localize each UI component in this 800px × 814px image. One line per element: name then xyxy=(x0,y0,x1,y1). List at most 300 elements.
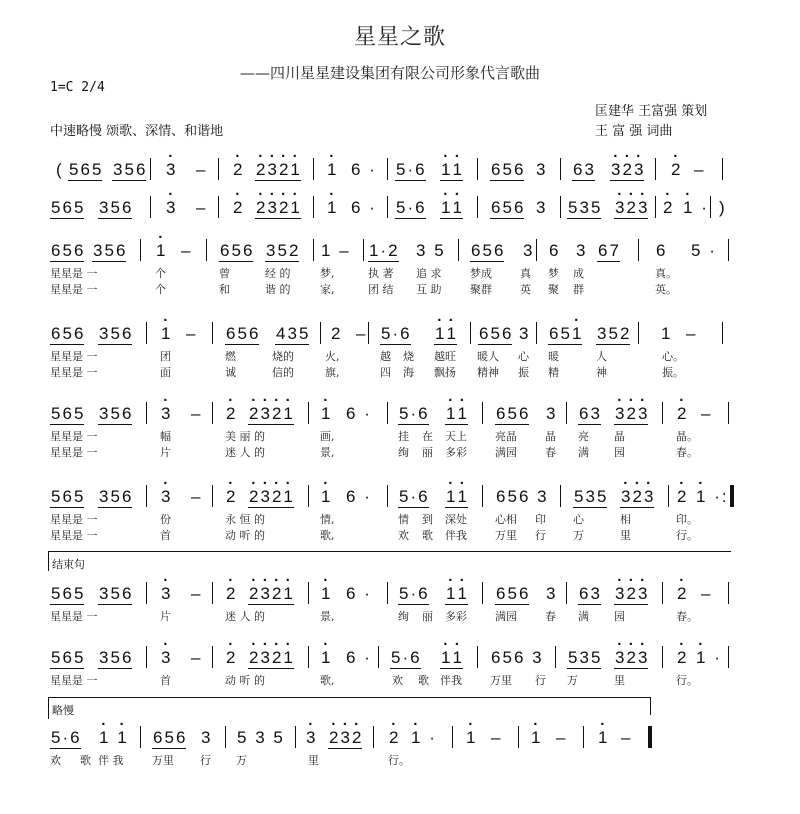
note-group: 2 xyxy=(331,324,341,343)
note-group: 6 7 xyxy=(598,241,619,260)
lyric-syllable: 团 xyxy=(160,350,171,363)
note-group: · 1 xyxy=(530,728,541,748)
note-group: · 1 xyxy=(326,160,337,180)
barline xyxy=(308,485,309,507)
lyric-syllable: 首 xyxy=(160,674,171,687)
note-group: – xyxy=(196,160,206,179)
barline xyxy=(218,158,219,180)
lyric-syllable: 行 xyxy=(535,529,546,542)
note-group: 5 3 5 xyxy=(568,648,601,667)
barline xyxy=(308,646,309,668)
barline xyxy=(150,196,151,218)
barline xyxy=(458,239,459,261)
note-group: – xyxy=(191,404,201,423)
note-group: · 2 xyxy=(670,160,681,180)
note-group: · 2 xyxy=(225,584,236,604)
barline xyxy=(313,196,314,218)
barline xyxy=(308,402,309,424)
note-group: 6 · xyxy=(346,487,370,506)
lyric-syllable: 亮 xyxy=(578,430,589,443)
lyric-syllable: 满 xyxy=(578,610,589,623)
lyric-syllable: 梦, xyxy=(320,267,335,280)
lyric-syllable: 曾 xyxy=(219,267,230,280)
barline xyxy=(655,196,656,218)
lyric-syllable: 里 xyxy=(620,529,631,542)
note-group: 3 5 6 xyxy=(99,404,132,423)
note-group: 3 xyxy=(536,160,546,179)
note-group: 3 5 6 xyxy=(113,160,146,179)
barline xyxy=(536,239,537,261)
lyric-syllable: 真。 xyxy=(655,267,677,280)
note-group: 6 5 6 xyxy=(226,324,259,343)
lyric-syllable: 片 xyxy=(160,446,171,459)
barline xyxy=(313,239,314,261)
lyric-syllable: 万 xyxy=(567,674,578,687)
barline xyxy=(150,158,151,180)
note-group: 5 · 6 xyxy=(399,584,428,603)
note-group: · 1 · 1 xyxy=(445,487,468,508)
lyric-syllable: 面 xyxy=(160,366,171,379)
lyric-syllable: 春。 xyxy=(676,446,698,459)
lyric-syllable: 份 xyxy=(160,513,171,526)
note-group: · 3 xyxy=(160,487,171,507)
lyric-syllable: 英。 xyxy=(655,283,677,296)
note-group: 5 3 5 xyxy=(237,728,283,747)
note-group: 3 xyxy=(546,404,556,423)
lyric-syllable: 越旺 xyxy=(434,350,456,363)
lyric-syllable: 绚 xyxy=(398,610,409,623)
barline xyxy=(313,158,314,180)
lyric-syllable: 个 xyxy=(155,267,166,280)
lyric-syllable: 万 xyxy=(573,529,584,542)
lyric-syllable: 首 xyxy=(160,529,171,542)
note-group: 6 xyxy=(549,241,559,260)
lyric-syllable: 振 xyxy=(518,366,529,379)
lyric-syllable: 星星是 一 xyxy=(50,446,98,459)
lyric-syllable: 星星是 一 xyxy=(50,610,98,623)
lyric-syllable: 印 xyxy=(535,513,546,526)
note-group: · 3 xyxy=(165,160,176,180)
note-group: – xyxy=(686,324,696,343)
note-group: 6 5 · 1 xyxy=(548,324,582,345)
barline xyxy=(477,196,478,218)
lyric-syllable: 信的 xyxy=(272,366,294,379)
lyric-syllable: 情, xyxy=(320,513,335,526)
lyric-syllable: 晶。 xyxy=(676,430,698,443)
barline xyxy=(140,726,141,748)
note-group: 6 5 6 xyxy=(51,324,84,343)
note-group: 6 xyxy=(656,241,666,260)
lyric-syllable: 烧 xyxy=(403,350,414,363)
note-group: 5 · 6 xyxy=(51,728,80,747)
barline xyxy=(295,726,296,748)
note-group: · 1 xyxy=(320,584,331,604)
note-group: · 1 xyxy=(326,198,337,218)
barline xyxy=(387,158,388,180)
note-group: 3 5 6 xyxy=(93,241,126,260)
note-group: · 1 xyxy=(320,648,331,668)
barline xyxy=(470,322,471,344)
note-group: 6 5 6 xyxy=(471,241,504,260)
lyric-syllable: 振。 xyxy=(662,366,684,379)
note-group: 6 5 6 3 xyxy=(496,487,547,506)
lyricist-credit: 王 富 强 词曲 xyxy=(595,124,673,139)
score-row xyxy=(0,487,800,547)
note-group: · 2 · 3 · 2 · 1 xyxy=(255,160,301,181)
note-group: · 2 xyxy=(676,404,687,424)
note-group: 3 5 6 xyxy=(99,487,132,506)
lyric-syllable: 星星是 一 xyxy=(50,513,98,526)
note-group: – xyxy=(701,404,711,423)
lyric-syllable: 星星是 一 xyxy=(50,350,98,363)
barline xyxy=(387,402,388,424)
lyric-syllable: 园 xyxy=(614,610,625,623)
note-group: · 3 · 2 · 3 xyxy=(614,648,648,669)
note-group: 6 5 6 3 xyxy=(491,648,542,667)
lyric-syllable: 行。 xyxy=(676,529,698,542)
note-group: 6 · xyxy=(346,584,370,603)
note-group: – xyxy=(191,487,201,506)
lyric-syllable: 情 xyxy=(398,513,409,526)
note-group: 5 6 5 xyxy=(51,487,84,506)
lyric-syllable: 聚群 xyxy=(470,283,492,296)
note-group: 3 xyxy=(576,241,586,260)
note-group: 6 3 xyxy=(579,404,600,423)
barline xyxy=(146,322,147,344)
lyric-syllable: 暖人 xyxy=(477,350,499,363)
lyric-syllable: 丽 xyxy=(422,610,433,623)
tempo-expression: 中速略慢 颂歌、深情、和谐地 xyxy=(50,124,224,139)
note-group: 5 · 6 xyxy=(391,648,420,667)
lyric-syllable: 丽 xyxy=(422,446,433,459)
lyric-syllable: 行 xyxy=(535,674,546,687)
note-group: 3 5 6 xyxy=(99,198,132,217)
lyric-syllable: 亮晶 xyxy=(495,430,517,443)
note-group: – xyxy=(556,728,566,747)
note-group: · 1 · xyxy=(410,728,436,748)
lyric-syllable: 片 xyxy=(160,610,171,623)
lyric-syllable: 歌 xyxy=(80,754,91,767)
ending-section-label: 结束句 xyxy=(52,558,85,571)
note-group: · 1 xyxy=(597,728,608,748)
note-group: 5 3 5 xyxy=(574,487,607,506)
barline xyxy=(477,646,478,668)
lyric-syllable: 万里 xyxy=(495,529,517,542)
barline xyxy=(518,726,519,748)
note-group: · 2 xyxy=(225,648,236,668)
lyric-syllable: 欢 xyxy=(50,754,61,767)
note-group: · 1 · 1 xyxy=(434,324,457,345)
note-group: · 2 xyxy=(676,584,687,604)
note-group: 3 xyxy=(523,241,533,260)
barline xyxy=(212,322,213,344)
lyric-syllable: 伴我 xyxy=(445,529,467,542)
lyric-syllable: 春 xyxy=(545,446,556,459)
note-group: 3 5 6 xyxy=(99,324,132,343)
note-group: 5 6 5 xyxy=(51,404,84,423)
note-group: 3 xyxy=(201,728,211,747)
barline xyxy=(212,402,213,424)
lyric-syllable: 行 xyxy=(200,754,211,767)
lyric-syllable: 经 的 xyxy=(265,267,291,280)
note-group: 6 5 6 xyxy=(496,584,529,603)
score-row xyxy=(0,728,800,788)
note-group: · 1 · 1 xyxy=(440,198,463,219)
note-group: 6 5 6 xyxy=(491,160,524,179)
lyric-syllable: 追 求 xyxy=(416,267,442,280)
note-group: – xyxy=(186,324,196,343)
note-group: 5 6 5 xyxy=(51,584,84,603)
note-group: 5 · 6 xyxy=(381,324,410,343)
lyric-syllable: 行。 xyxy=(388,754,410,767)
barline xyxy=(482,402,483,424)
lyric-syllable: 星星是 一 xyxy=(50,366,98,379)
note-group: 6 · xyxy=(351,198,375,217)
note-group: – xyxy=(196,198,206,217)
note-group: · 2 xyxy=(232,160,243,180)
barline xyxy=(662,646,663,668)
barline xyxy=(225,726,226,748)
note-group: 1 – xyxy=(321,241,349,260)
lyric-syllable: 伴 我 xyxy=(98,754,124,767)
lyric-syllable: 人 xyxy=(596,350,607,363)
lyric-syllable: 群 xyxy=(573,283,584,296)
key-signature: 1=C 2/4 xyxy=(50,80,105,95)
note-group: 3 xyxy=(546,584,556,603)
note-group: · 2 xyxy=(676,487,687,507)
barline xyxy=(387,196,388,218)
lyric-syllable: 歌 xyxy=(422,529,433,542)
barline xyxy=(146,402,147,424)
barline xyxy=(482,582,483,604)
lyric-syllable: 里 xyxy=(614,674,625,687)
lyric-syllable: 心 xyxy=(518,350,529,363)
note-group: · 1 · : xyxy=(695,487,728,507)
lyric-syllable: 精神 xyxy=(477,366,499,379)
lyric-syllable: 星星是 一 xyxy=(50,283,98,296)
barline xyxy=(638,322,639,344)
lyric-syllable: 暖 xyxy=(548,350,559,363)
note-group: · 1 · 1 xyxy=(98,728,128,748)
barline xyxy=(555,646,556,668)
lyric-syllable: 家, xyxy=(320,283,335,296)
barline xyxy=(560,158,561,180)
lyric-syllable: 歌, xyxy=(320,674,335,687)
lyric-syllable: 心相 xyxy=(495,513,517,526)
note-group: – xyxy=(356,324,366,343)
lyric-syllable: 动 听 的 xyxy=(225,674,265,687)
note-group: · 2 · 3 · 2 · 1 xyxy=(248,487,294,508)
barline xyxy=(728,582,729,604)
lyric-syllable: 多彩 xyxy=(445,446,467,459)
lyric-syllable: 梦成 xyxy=(470,267,492,280)
lyric-syllable: 烧的 xyxy=(272,350,294,363)
note-group: · 2 xyxy=(232,198,243,218)
note-group: 1 · 2 xyxy=(369,241,398,260)
lyric-syllable: 火, xyxy=(325,350,340,363)
lyric-syllable: 精 xyxy=(548,366,559,379)
lyric-syllable: 幅 xyxy=(160,430,171,443)
lyric-syllable: 旗, xyxy=(325,366,340,379)
lyric-syllable: 满园 xyxy=(495,446,517,459)
lyric-syllable: 和 xyxy=(219,283,230,296)
lyric-syllable: 景, xyxy=(320,610,335,623)
lyric-syllable: 园 xyxy=(614,446,625,459)
note-group: 3 5 6 xyxy=(99,584,132,603)
lyric-syllable: 真 xyxy=(520,267,531,280)
lyric-syllable: 成 xyxy=(573,267,584,280)
note-group: 6 · xyxy=(346,404,370,423)
final-barline xyxy=(648,726,652,748)
note-group: 5 · 6 xyxy=(396,198,425,217)
note-group: 5 · 6 xyxy=(399,404,428,423)
note-group: · 3 · 2 · 3 xyxy=(614,404,648,425)
barline xyxy=(218,196,219,218)
barline xyxy=(146,485,147,507)
lyric-syllable: 燃 xyxy=(225,350,236,363)
note-group: 6 5 6 xyxy=(220,241,253,260)
note-group: 3 5 2 xyxy=(597,324,630,343)
barline xyxy=(146,582,147,604)
lyric-syllable: 四 xyxy=(380,366,391,379)
lyric-syllable: 歌, xyxy=(320,529,335,542)
barline xyxy=(387,582,388,604)
lyric-syllable: 行。 xyxy=(676,674,698,687)
note-group: 3 5 6 xyxy=(99,648,132,667)
barline xyxy=(722,158,723,180)
note-group: – xyxy=(694,160,704,179)
lyric-syllable: 晶 xyxy=(545,430,556,443)
barline xyxy=(308,582,309,604)
lyric-syllable: 万 xyxy=(236,754,247,767)
lyric-syllable: 飘扬 xyxy=(434,366,456,379)
lyric-syllable: 春。 xyxy=(676,610,698,623)
note-group: – xyxy=(491,728,501,747)
barline xyxy=(560,485,561,507)
lyric-syllable: 星星是 一 xyxy=(50,529,98,542)
note-group: · 3 xyxy=(305,728,316,748)
note-group: · 2 xyxy=(225,487,236,507)
note-group: · 2 xyxy=(662,198,673,218)
lyric-syllable: 星星是 一 xyxy=(50,267,98,280)
lyric-syllable: 迷 人 的 xyxy=(225,446,265,459)
lyric-syllable: 心。 xyxy=(662,350,684,363)
note-group: – xyxy=(191,648,201,667)
note-group: 6 5 6 xyxy=(51,241,84,260)
note-group: · 1 xyxy=(320,404,331,424)
barline xyxy=(482,485,483,507)
barline xyxy=(452,726,453,748)
note-group: · 2 xyxy=(676,648,687,668)
note-group: 5 6 5 xyxy=(69,160,102,179)
final-barline xyxy=(730,485,734,507)
note-group: 5 · xyxy=(691,241,715,260)
lyric-syllable: 诚 xyxy=(225,366,236,379)
note-group: ) xyxy=(719,198,725,217)
lyric-syllable: 海 xyxy=(403,366,414,379)
note-group: 6 3 xyxy=(579,584,600,603)
note-group: · 3 · 2 · 3 xyxy=(610,160,644,181)
note-group: 6 5 6 xyxy=(479,324,512,343)
note-group: · 3 xyxy=(160,584,171,604)
note-group: · 2 xyxy=(388,728,399,748)
barline xyxy=(728,402,729,424)
note-group: · 3 · 2 · 3 xyxy=(614,584,648,605)
lyric-syllable: 画, xyxy=(320,430,335,443)
barline xyxy=(655,158,656,180)
note-group: 6 5 6 xyxy=(496,404,529,423)
note-group: ( xyxy=(56,160,62,179)
barline xyxy=(373,726,374,748)
note-group: 5 3 5 xyxy=(568,198,601,217)
lyric-syllable: 团 结 xyxy=(368,283,394,296)
note-group: 6 5 6 xyxy=(153,728,186,747)
lyric-syllable: 永 恒 的 xyxy=(225,513,265,526)
lyric-syllable: 欢 xyxy=(398,529,409,542)
lyric-syllable: 满园 xyxy=(495,610,517,623)
lyric-syllable: 神 xyxy=(596,366,607,379)
note-group: · 2 · 3 · 2 xyxy=(328,728,362,749)
lyric-syllable: 越 xyxy=(380,350,391,363)
note-group: 6 3 xyxy=(573,160,594,179)
barline xyxy=(722,322,723,344)
barline xyxy=(387,485,388,507)
planners-credit: 匡建华 王富强 策划 xyxy=(595,104,708,119)
lyric-syllable: 美 丽 的 xyxy=(225,430,265,443)
note-group: · 2 · 3 · 2 · 1 xyxy=(248,404,294,425)
note-group: · 1 xyxy=(160,324,171,344)
note-group: 3 5 2 xyxy=(266,241,299,260)
lyric-syllable: 晶 xyxy=(614,430,625,443)
note-group: 5 · 6 xyxy=(396,160,425,179)
note-group: · 1 · 1 xyxy=(440,160,463,181)
lyric-syllable: 万里 xyxy=(152,754,174,767)
lyric-syllable: 个 xyxy=(155,283,166,296)
barline xyxy=(668,485,669,507)
lyric-syllable: 欢 xyxy=(392,674,403,687)
lyric-syllable: 春 xyxy=(545,610,556,623)
lyric-syllable: 深处 xyxy=(445,513,467,526)
barline xyxy=(662,402,663,424)
note-group: · 3 xyxy=(160,648,171,668)
lyric-syllable: 绚 xyxy=(398,446,409,459)
note-group: 5 · 6 xyxy=(399,487,428,506)
note-group: · 1 xyxy=(465,728,476,748)
barline xyxy=(710,196,711,218)
lyric-syllable: 执 著 xyxy=(368,267,394,280)
barline xyxy=(566,582,567,604)
note-group: – xyxy=(701,584,711,603)
lyric-syllable: 互 助 xyxy=(416,283,442,296)
barline xyxy=(212,582,213,604)
note-group: – xyxy=(181,241,191,260)
barline xyxy=(560,196,561,218)
note-group: 6 · xyxy=(346,648,370,667)
note-group: · 3 · 2 · 3 xyxy=(620,487,654,508)
note-group: – xyxy=(191,584,201,603)
lyric-syllable: 歌 xyxy=(418,674,429,687)
note-group: · 1 · xyxy=(682,198,708,218)
barline xyxy=(378,646,379,668)
lyric-syllable: 相 xyxy=(620,513,631,526)
note-group: – xyxy=(621,728,631,747)
lyric-syllable: 印。 xyxy=(676,513,698,526)
lyric-syllable: 万里 xyxy=(490,674,512,687)
lyric-syllable: 聚 xyxy=(548,283,559,296)
barline xyxy=(363,239,364,261)
barline xyxy=(566,402,567,424)
note-group: · 1 · 1 xyxy=(445,584,468,605)
